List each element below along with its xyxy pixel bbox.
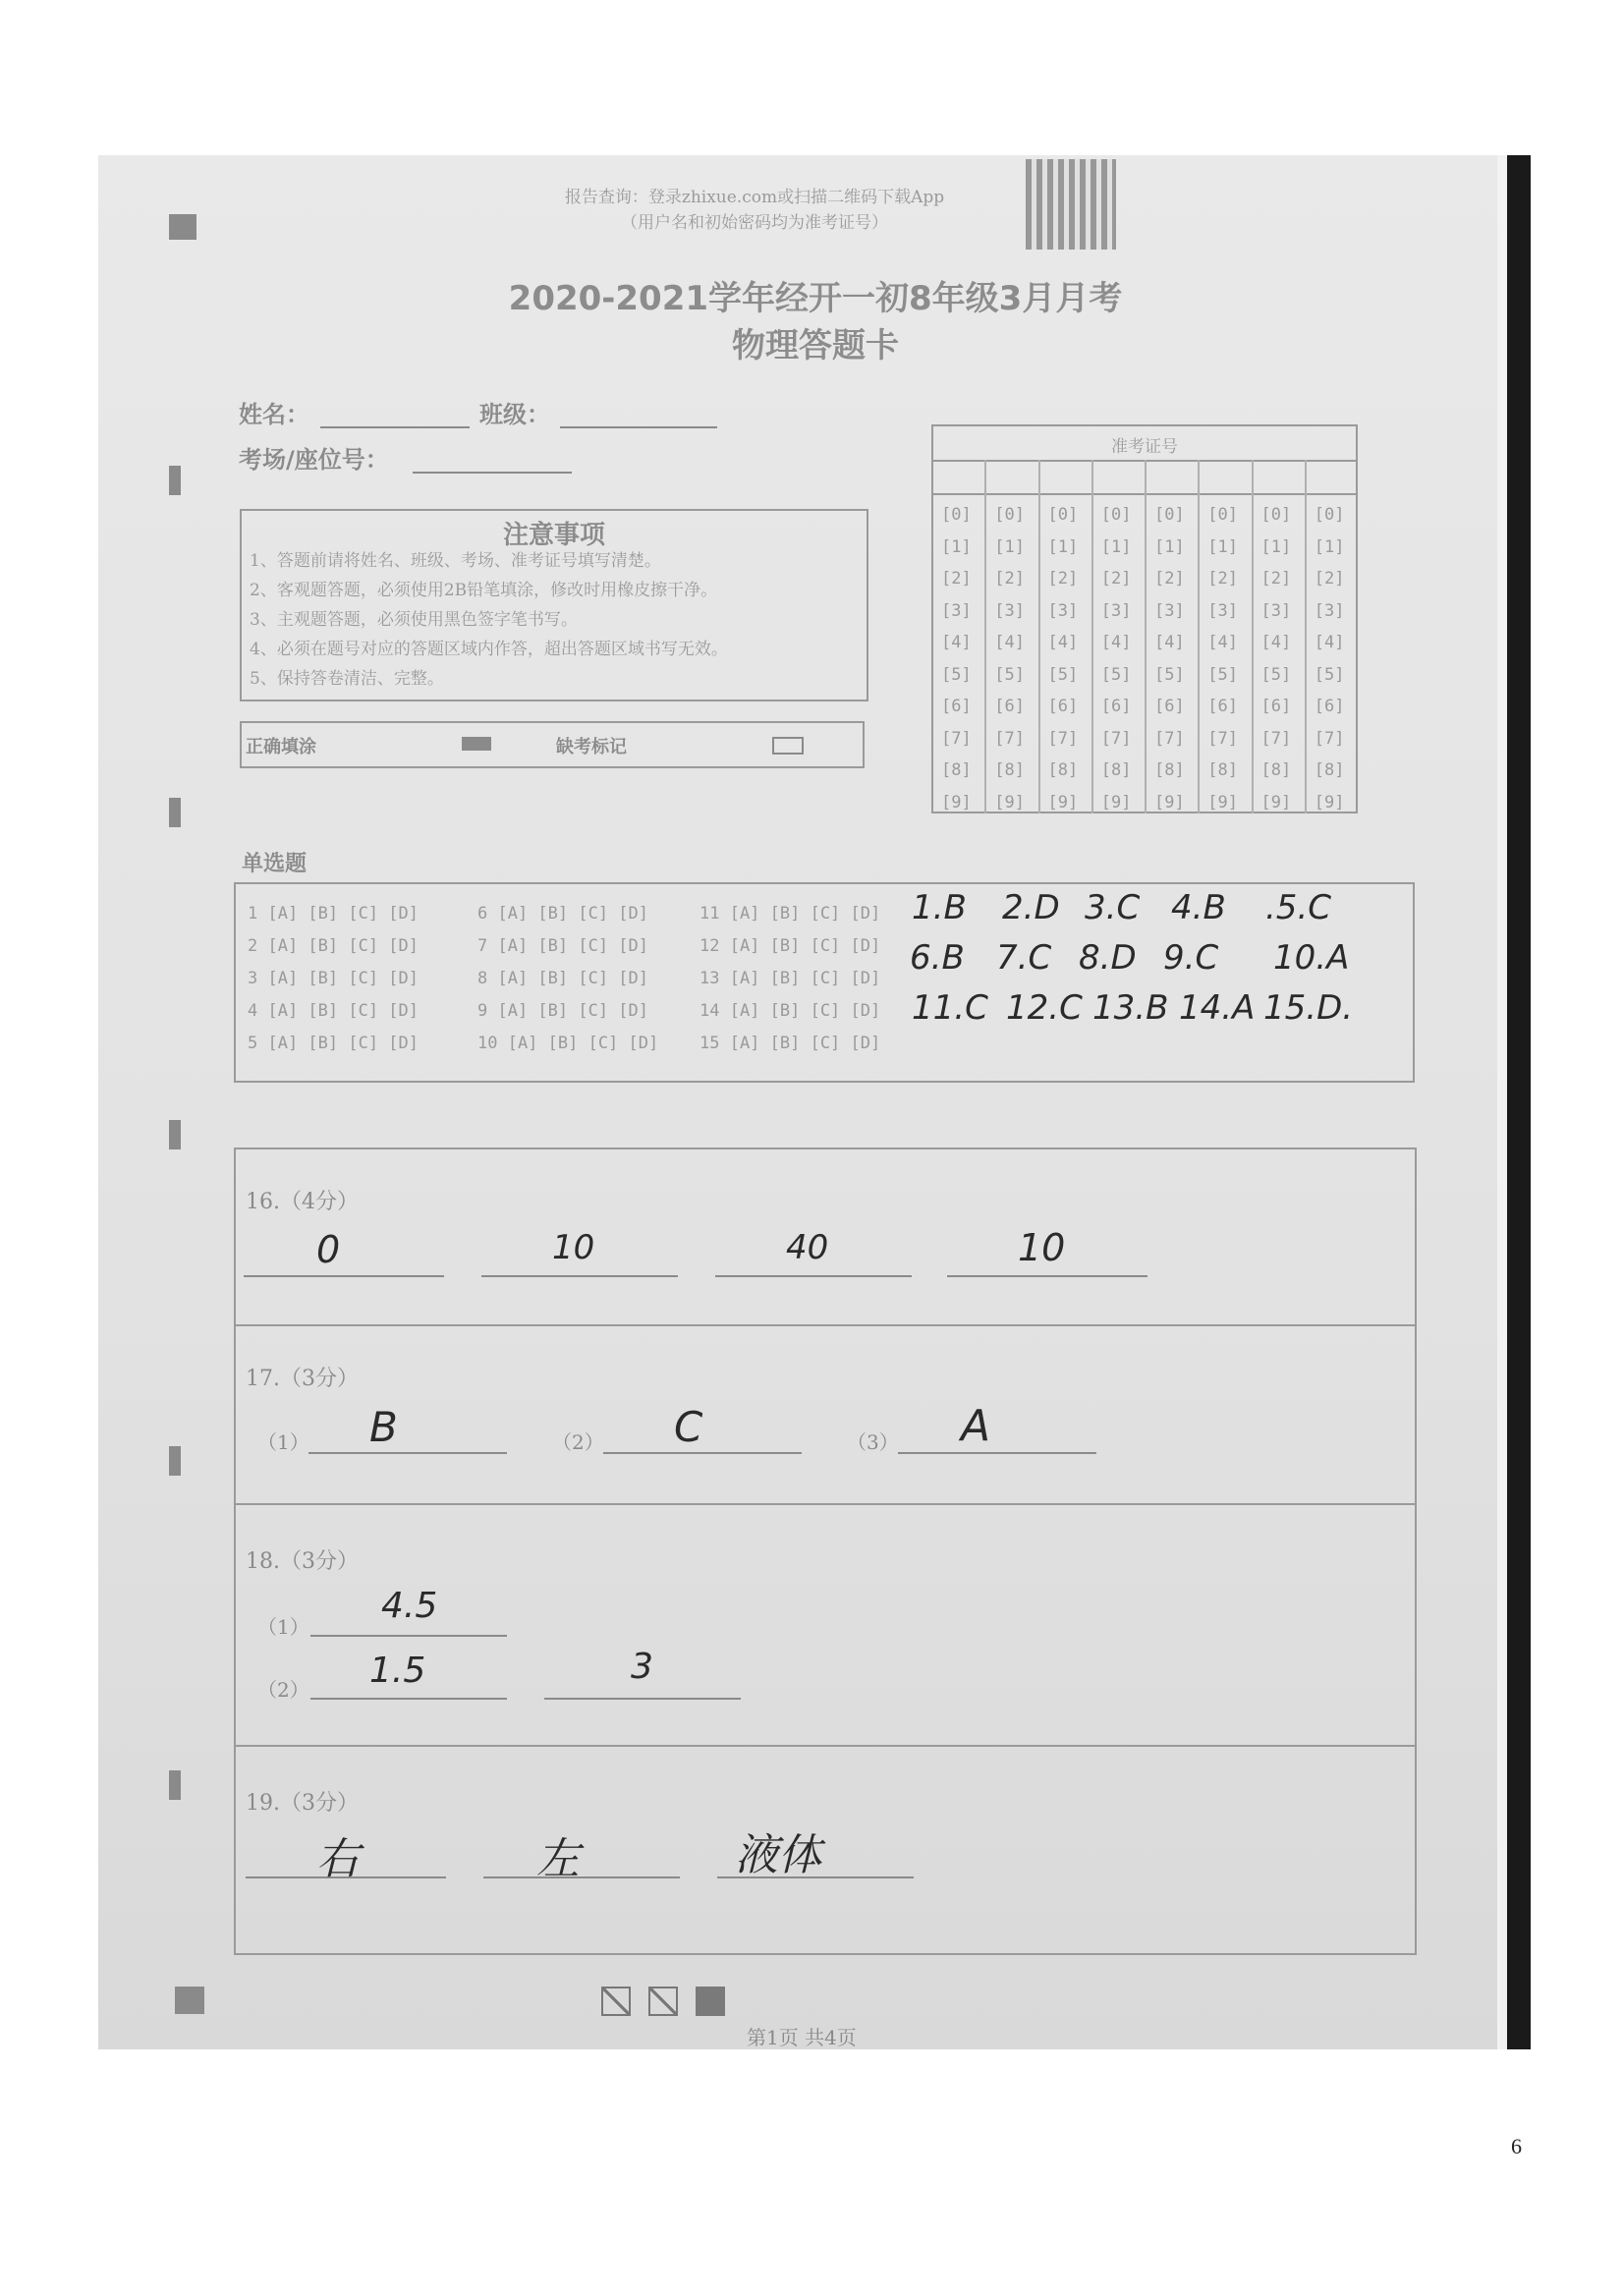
mcq-question-options[interactable]: 3 [A] [B] [C] [D] <box>248 969 419 988</box>
q17-answer: A <box>961 1401 991 1451</box>
exam-id-bubble[interactable]: [5] <box>1100 664 1132 685</box>
name-label: 姓名： <box>239 401 309 428</box>
subjective-answer-box <box>234 1148 1417 1955</box>
exam-id-bubble[interactable]: [4] <box>941 633 972 652</box>
mcq-question-options[interactable]: 4 [A] [B] [C] [D] <box>248 1001 419 1021</box>
seat-label: 考场/座位号： <box>239 446 389 474</box>
exam-id-bubble[interactable]: [5] <box>941 664 972 685</box>
mcq-question-options[interactable]: 7 [A] [B] [C] [D] <box>477 936 648 956</box>
mcq-handwritten-answer: 12.C <box>1006 988 1083 1028</box>
exam-id-bubble[interactable]: [6] <box>1154 697 1185 716</box>
exam-id-bubble[interactable]: [7] <box>1260 728 1292 749</box>
q17-blank[interactable] <box>308 1452 507 1454</box>
exam-id-bubble[interactable]: [2] <box>1047 569 1079 588</box>
exam-id-bubble[interactable]: [9] <box>1100 792 1132 812</box>
name-field[interactable] <box>320 426 470 428</box>
exam-id-bubble[interactable]: [5] <box>1154 664 1185 685</box>
exam-id-bubble[interactable]: [9] <box>1314 792 1345 812</box>
q16-blank[interactable] <box>244 1275 444 1277</box>
exam-id-bubble[interactable]: [2] <box>1100 569 1132 588</box>
q16-label: 16.（4分） <box>246 1190 359 1214</box>
page-marker-filled <box>696 1987 725 2016</box>
seat-field[interactable] <box>413 472 572 474</box>
exam-id-bubble[interactable]: [9] <box>1047 792 1079 812</box>
notice-item: 4、必须在题号对应的答题区域内作答，超出答题区域书写无效。 <box>250 640 728 659</box>
exam-id-bubble[interactable]: [8] <box>1047 760 1079 780</box>
exam-id-column-rule <box>1091 460 1093 813</box>
fill-legend-box <box>240 721 865 768</box>
q18-sub-label: （1） <box>257 1615 309 1639</box>
mcq-handwritten-answer: 11.C <box>912 988 988 1028</box>
exam-id-bubble[interactable]: [2] <box>1207 569 1238 588</box>
exam-id-bubble[interactable]: [3] <box>994 600 1025 621</box>
q17-answer: C <box>674 1403 703 1451</box>
qr-instruction-line1: 报告查询：登录zhixue.com或扫描二维码下载App <box>564 188 945 207</box>
exam-id-bubble[interactable]: [2] <box>1314 569 1345 588</box>
exam-id-bubble[interactable]: [3] <box>941 600 972 621</box>
q18-label: 18.（3分） <box>246 1549 359 1574</box>
exam-id-bubble[interactable]: [4] <box>1100 633 1132 652</box>
q19-answer: 左 <box>536 1834 580 1884</box>
exam-id-bubble[interactable]: [8] <box>1100 760 1132 780</box>
notice-item: 3、主观题答题，必须使用黑色签字笔书写。 <box>250 610 578 630</box>
exam-id-bubble[interactable]: [6] <box>941 697 972 716</box>
mcq-question-options[interactable]: 10 [A] [B] [C] [D] <box>477 1034 659 1053</box>
exam-id-bubble[interactable]: [3] <box>1314 600 1345 621</box>
mcq-handwritten-answer: 8.D <box>1079 938 1137 978</box>
exam-id-bubble[interactable]: [1] <box>1154 536 1185 557</box>
exam-id-column-rule <box>1252 460 1254 813</box>
exam-id-bubble[interactable]: [3] <box>1047 600 1079 621</box>
exam-id-column-rule <box>1038 460 1040 813</box>
exam-id-bubble[interactable]: [6] <box>1260 697 1292 716</box>
exam-id-bubble[interactable]: [7] <box>1314 728 1345 749</box>
exam-id-bubble[interactable]: [4] <box>994 633 1025 652</box>
exam-id-bubble[interactable]: [1] <box>1047 536 1079 557</box>
sheet-page-indicator: 第1页 共4页 <box>747 2026 857 2049</box>
mcq-question-options[interactable]: 14 [A] [B] [C] [D] <box>700 1001 881 1021</box>
q16-blank[interactable] <box>947 1275 1147 1277</box>
exam-id-bubble[interactable]: [4] <box>1207 633 1238 652</box>
exam-id-bubble[interactable]: [6] <box>1314 697 1345 716</box>
exam-id-bubble[interactable]: [1] <box>994 536 1025 557</box>
mcq-question-options[interactable]: 6 [A] [B] [C] [D] <box>477 904 648 924</box>
exam-id-bubble[interactable]: [4] <box>1314 633 1345 652</box>
q19-label: 19.（3分） <box>246 1791 359 1816</box>
exam-id-bubble[interactable]: [8] <box>1207 760 1238 780</box>
sheet-subtitle: 物理答题卡 <box>732 326 899 365</box>
q17-label: 17.（3分） <box>246 1367 359 1391</box>
mcq-handwritten-answer: 9.C <box>1163 938 1219 978</box>
mcq-handwritten-answer: 4.B <box>1171 888 1226 927</box>
outer-page-number: 6 <box>1511 2134 1522 2158</box>
alignment-mark <box>169 466 181 495</box>
exam-id-bubble[interactable]: [0] <box>1100 505 1132 525</box>
mcq-question-options[interactable]: 11 [A] [B] [C] [D] <box>700 904 881 924</box>
q17-blank[interactable] <box>603 1452 802 1454</box>
exam-id-bubble[interactable]: [9] <box>941 792 972 812</box>
section-rule <box>234 1324 1417 1326</box>
mcq-question-options[interactable]: 2 [A] [B] [C] [D] <box>248 936 419 956</box>
sheet-title: 2020-2021学年经开一初8年级3月月考 <box>508 279 1123 318</box>
exam-id-bubble[interactable]: [5] <box>1047 664 1079 685</box>
mcq-handwritten-answer: 2.D <box>1002 888 1060 927</box>
exam-id-column-rule <box>1305 460 1307 813</box>
exam-id-bubble[interactable]: [6] <box>994 697 1025 716</box>
notice-item: 5、保持答卷清洁、完整。 <box>250 669 444 689</box>
q16-answer: 10 <box>552 1228 595 1267</box>
exam-id-bubble[interactable]: [5] <box>1314 664 1345 685</box>
q17-sub-label: （1） <box>257 1430 309 1454</box>
alignment-mark <box>169 214 196 240</box>
exam-id-bubble[interactable]: [6] <box>1100 697 1132 716</box>
qr-instruction-line2: （用户名和初始密码均为准考证号） <box>621 213 888 233</box>
mcq-handwritten-answer: 1.B <box>912 888 967 927</box>
alignment-mark <box>175 1987 204 2014</box>
exam-id-bubble[interactable]: [1] <box>941 536 972 557</box>
exam-id-bubble[interactable]: [9] <box>1154 792 1185 812</box>
alignment-mark <box>169 1120 181 1149</box>
q18-answer: 4.5 <box>381 1586 438 1626</box>
exam-id-bubble[interactable]: [7] <box>1047 728 1079 749</box>
exam-id-bubble[interactable]: [8] <box>1314 760 1345 780</box>
exam-id-bubble[interactable]: [3] <box>1154 600 1185 621</box>
q17-sub-label: （3） <box>847 1430 899 1454</box>
exam-id-bubble[interactable]: [5] <box>994 664 1025 685</box>
q16-answer: 10 <box>1018 1226 1066 1269</box>
mcq-section-label: 单选题 <box>242 852 308 876</box>
notice-item: 1、答题前请将姓名、班级、考场、准考证号填写清楚。 <box>250 551 661 571</box>
exam-id-bubble[interactable]: [1] <box>1100 536 1132 557</box>
alignment-mark <box>169 1446 181 1476</box>
exam-id-bubble[interactable]: [6] <box>1047 697 1079 716</box>
alignment-mark <box>169 798 181 827</box>
q16-blank[interactable] <box>715 1275 912 1277</box>
mcq-handwritten-answer: 13.B <box>1092 988 1169 1028</box>
mcq-question-options[interactable]: 12 [A] [B] [C] [D] <box>700 936 881 956</box>
exam-id-bubble[interactable]: [2] <box>941 569 972 588</box>
exam-id-bubble[interactable]: [0] <box>1154 505 1185 525</box>
exam-id-bubble[interactable]: [4] <box>1154 633 1185 652</box>
mcq-handwritten-answer: 15.D. <box>1263 988 1354 1028</box>
q18-answer: 1.5 <box>369 1651 426 1691</box>
absent-mark-checkbox[interactable] <box>772 737 804 755</box>
exam-id-bubble[interactable]: [7] <box>1154 728 1185 749</box>
correct-fill-sample <box>462 737 491 751</box>
exam-id-bubble[interactable]: [7] <box>1207 728 1238 749</box>
section-rule <box>234 1503 1417 1505</box>
section-rule <box>234 1745 1417 1747</box>
alignment-mark <box>169 1770 181 1800</box>
exam-id-bubble[interactable]: [7] <box>1100 728 1132 749</box>
exam-id-bubble[interactable]: [0] <box>1207 505 1238 525</box>
exam-id-bubble[interactable]: [3] <box>1207 600 1238 621</box>
exam-id-bubble[interactable]: [2] <box>1260 569 1292 588</box>
exam-id-bubble[interactable]: [8] <box>1154 760 1185 780</box>
exam-id-bubble[interactable]: [9] <box>1260 792 1292 812</box>
exam-id-column-rule <box>1198 460 1200 813</box>
mcq-question-options[interactable]: 9 [A] [B] [C] [D] <box>477 1001 648 1021</box>
page-marker-crossed <box>601 1987 631 2016</box>
mcq-handwritten-answer: 3.C <box>1085 888 1141 927</box>
qr-code <box>1026 159 1116 250</box>
q18-blank[interactable] <box>310 1698 507 1700</box>
exam-id-bubble[interactable]: [3] <box>1260 600 1292 621</box>
exam-id-bubble[interactable]: [0] <box>941 505 972 525</box>
absent-mark-label: 缺考标记 <box>556 737 627 757</box>
mcq-question-options[interactable]: 15 [A] [B] [C] [D] <box>700 1034 881 1053</box>
exam-id-bubble[interactable]: [5] <box>1207 664 1238 685</box>
mcq-question-options[interactable]: 1 [A] [B] [C] [D] <box>248 904 419 924</box>
exam-id-bubble[interactable]: [9] <box>1207 792 1238 812</box>
exam-id-bubble[interactable]: [0] <box>994 505 1025 525</box>
q16-answer: 40 <box>786 1228 829 1267</box>
exam-id-title: 准考证号 <box>1111 437 1178 457</box>
q18-blank[interactable] <box>544 1698 741 1700</box>
q18-answer: 3 <box>631 1647 653 1687</box>
mcq-handwritten-answer: 6.B <box>910 938 965 978</box>
correct-fill-label: 正确填涂 <box>246 737 316 757</box>
exam-id-column-rule <box>1145 460 1147 813</box>
mcq-handwritten-answer: 14.A <box>1179 988 1256 1028</box>
exam-id-bubble[interactable]: [0] <box>1260 505 1292 525</box>
exam-id-bubble[interactable]: [8] <box>994 760 1025 780</box>
q19-answer: 右 <box>316 1834 360 1884</box>
mcq-handwritten-answer: 10.A <box>1273 938 1350 978</box>
q17-answer: B <box>369 1403 398 1451</box>
exam-id-bubble[interactable]: [2] <box>1154 569 1185 588</box>
exam-id-bubble[interactable]: [8] <box>1260 760 1292 780</box>
q17-sub-label: （2） <box>552 1430 604 1454</box>
exam-id-column-rule <box>984 460 986 813</box>
mcq-handwritten-answer: 7.C <box>996 938 1052 978</box>
q19-answer: 液体 <box>735 1830 821 1880</box>
q18-blank[interactable] <box>310 1635 507 1637</box>
exam-id-bubble[interactable]: [5] <box>1260 664 1292 685</box>
exam-id-bubble[interactable]: [7] <box>994 728 1025 749</box>
q19-blank[interactable] <box>483 1876 680 1878</box>
q18-sub-label: （2） <box>257 1678 309 1702</box>
q17-blank[interactable] <box>898 1452 1096 1454</box>
exam-id-bubble[interactable]: [4] <box>1260 633 1292 652</box>
exam-id-bubble[interactable]: [6] <box>1207 697 1238 716</box>
exam-id-bubble[interactable]: [7] <box>941 728 972 749</box>
exam-id-bubble[interactable]: [1] <box>1260 536 1292 557</box>
notice-title: 注意事项 <box>502 521 605 550</box>
class-label: 班级： <box>479 401 550 428</box>
q16-blank[interactable] <box>481 1275 678 1277</box>
page-marker-crossed <box>648 1987 678 2016</box>
exam-id-bubble[interactable]: [2] <box>994 569 1025 588</box>
q16-answer: 0 <box>316 1228 341 1271</box>
exam-id-bubble[interactable]: [1] <box>1314 536 1345 557</box>
exam-id-bubble[interactable]: [1] <box>1207 536 1238 557</box>
exam-id-bubble[interactable]: [0] <box>1314 505 1345 525</box>
exam-id-bubble[interactable]: [0] <box>1047 505 1079 525</box>
exam-id-bubble[interactable]: [3] <box>1100 600 1132 621</box>
scan-shadow-edge <box>1507 155 1531 2049</box>
notice-item: 2、客观题答题，必须使用2B铅笔填涂，修改时用橡皮擦干净。 <box>250 581 718 600</box>
mcq-question-options[interactable]: 13 [A] [B] [C] [D] <box>700 969 881 988</box>
mcq-question-options[interactable]: 8 [A] [B] [C] [D] <box>477 969 648 988</box>
mcq-handwritten-answer: .5.C <box>1265 888 1331 927</box>
exam-id-bubble[interactable]: [8] <box>941 760 972 780</box>
class-field[interactable] <box>560 426 717 428</box>
paper-edge <box>1497 155 1507 2049</box>
exam-id-bubble[interactable]: [9] <box>994 792 1025 812</box>
mcq-question-options[interactable]: 5 [A] [B] [C] [D] <box>248 1034 419 1053</box>
exam-id-bubble[interactable]: [4] <box>1047 633 1079 652</box>
